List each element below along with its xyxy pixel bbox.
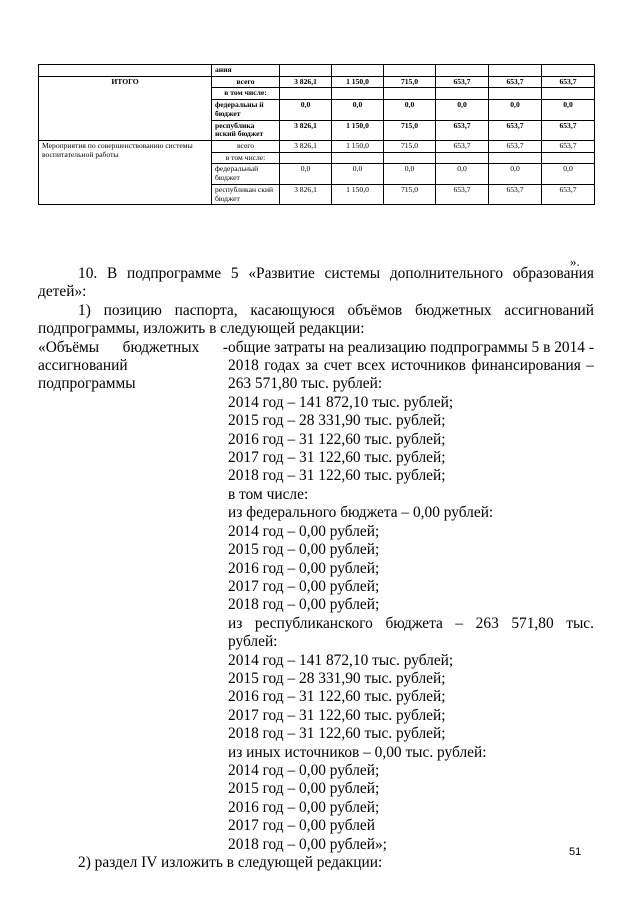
passport-line: 2017 год – 0,00 рублей; xyxy=(228,577,380,595)
table-cell: 653,7 xyxy=(542,184,595,204)
passport-line: 2016 год – 0,00 рублей; xyxy=(228,798,380,816)
row-source: республика нский бюджет xyxy=(212,120,280,140)
table-cell: 0,0 xyxy=(280,100,332,120)
passport-block xyxy=(38,339,594,854)
budget-table xyxy=(38,64,595,205)
passport-values xyxy=(228,339,594,854)
table-cell: 653,7 xyxy=(489,141,542,153)
table-cell: 715,0 xyxy=(384,120,436,140)
table-cell: 715,0 xyxy=(384,184,436,204)
itogo-label: ИТОГО xyxy=(39,76,212,140)
passport-line: из республиканского бюджета – 263 571,80 тыс. рублей: xyxy=(228,614,594,651)
table-row xyxy=(39,65,595,77)
row-source: федеральны й бюджет xyxy=(212,100,280,120)
passport-line: 2017 год – 31 122,60 тыс. рублей; xyxy=(228,706,446,724)
paragraph-2: 2) раздел IV изложить в следующей редакции: xyxy=(78,854,383,871)
table-cell: 0,0 xyxy=(489,164,542,184)
passport-line: 2014 год – 141 872,10 тыс. рублей; xyxy=(228,393,454,411)
table-closing-quote: ». xyxy=(570,254,580,269)
table-cell: 3 826,1 xyxy=(280,76,332,88)
table-cell: 653,7 xyxy=(489,120,542,140)
passport-line: в том числе: xyxy=(228,485,309,503)
passport-line: 2017 год – 0,00 рублей xyxy=(228,817,375,835)
paragraph-1: 1) позицию паспорта, касающуюся объёмов бюджетных ассигнований подпрограммы, изложить в следующей редакции: xyxy=(38,301,594,338)
table-cell: 1 150,0 xyxy=(332,76,384,88)
passport-line: 2018 год – 0,00 рублей; xyxy=(228,596,380,614)
passport-line: 2014 год – 141 872,10 тыс. рублей; xyxy=(228,651,454,669)
table-cell: 0,0 xyxy=(384,100,436,120)
passport-line: 2017 год – 31 122,60 тыс. рублей; xyxy=(228,449,446,467)
passport-line: 2015 год – 0,00 рублей; xyxy=(228,780,380,798)
table-cell: 653,7 xyxy=(489,184,542,204)
passport-line: из федерального бюджета – 0,00 рублей: xyxy=(228,504,494,522)
table-cell: 653,7 xyxy=(436,120,489,140)
passport-line: 2018 год – 31 122,60 тыс. рублей; xyxy=(228,467,446,485)
table-cell: 1 150,0 xyxy=(332,141,384,153)
table-cell: 653,7 xyxy=(542,76,595,88)
passport-line: 2016 год – 31 122,60 тыс. рублей; xyxy=(228,430,446,448)
table-cell: 653,7 xyxy=(436,76,489,88)
table-cell: 3 826,1 xyxy=(280,120,332,140)
table-cell: 0,0 xyxy=(542,164,595,184)
table-cell: 3 826,1 xyxy=(280,184,332,204)
passport-label: «Объёмы бюджетных - ассигнований подпрограммы xyxy=(38,338,228,393)
row-source: в том числе: xyxy=(212,88,280,100)
row-source: всего xyxy=(212,141,280,153)
passport-line: 2018 год – 31 122,60 тыс. рублей; xyxy=(228,725,446,743)
passport-line: 2016 год – 0,00 рублей; xyxy=(228,559,380,577)
table-cell: 653,7 xyxy=(542,120,595,140)
passport-line: 2015 год – 28 331,90 тыс. рублей; xyxy=(228,669,446,687)
table-cell: 0,0 xyxy=(332,164,384,184)
table-cell: 0,0 xyxy=(332,100,384,120)
row-source: республикан ский бюджет xyxy=(212,184,280,204)
table-cell: 715,0 xyxy=(384,76,436,88)
passport-line: 2014 год – 0,00 рублей; xyxy=(228,761,380,779)
passport-line: из иных источников – 0,00 тыс. рублей: xyxy=(228,743,487,761)
table-cell: 0,0 xyxy=(436,164,489,184)
passport-line: 2015 год – 28 331,90 тыс. рублей; xyxy=(228,412,446,430)
passport-line: 2018 год – 0,00 рублей»; xyxy=(228,835,387,853)
table-cell: 0,0 xyxy=(436,100,489,120)
table-cell: 3 826,1 xyxy=(280,141,332,153)
table-cell: 653,7 xyxy=(489,76,542,88)
table-cell: 653,7 xyxy=(436,184,489,204)
passport-line: 2015 год – 0,00 рублей; xyxy=(228,541,380,559)
document-body xyxy=(38,265,594,872)
table-row xyxy=(39,76,595,88)
table-cell: 0,0 xyxy=(384,164,436,184)
table-cell: 1 150,0 xyxy=(332,120,384,140)
row-source: федеральный бюджет xyxy=(212,164,280,184)
table-cell: 1 150,0 xyxy=(332,184,384,204)
table-cell: 0,0 xyxy=(489,100,542,120)
table-cell: 653,7 xyxy=(542,141,595,153)
row-source: всего xyxy=(212,76,280,88)
table-cell: 715,0 xyxy=(384,141,436,153)
passport-line: 2014 год – 0,00 рублей; xyxy=(228,522,380,540)
table-cell: 653,7 xyxy=(436,141,489,153)
table-row xyxy=(39,141,595,153)
paragraph-10: 10. В подпрограмме 5 «Развитие системы дополнительного образования детей»: xyxy=(38,265,594,301)
measures-label: Мероприятия по совершенствованию системы воспитательной работы xyxy=(39,141,212,205)
row-source: в том числе: xyxy=(212,152,280,164)
passport-line: общие затраты на реализацию подпрограммы 5 в 2014 - 2018 годах за счет всех источников финансирования – 263 571,80 тыс. рублей: xyxy=(228,338,594,393)
table-cell: 0,0 xyxy=(542,100,595,120)
table-cell: 0,0 xyxy=(280,164,332,184)
page-number: 51 xyxy=(569,846,582,858)
passport-line: 2016 год – 31 122,60 тыс. рублей; xyxy=(228,688,446,706)
row-source: ания xyxy=(212,65,280,77)
